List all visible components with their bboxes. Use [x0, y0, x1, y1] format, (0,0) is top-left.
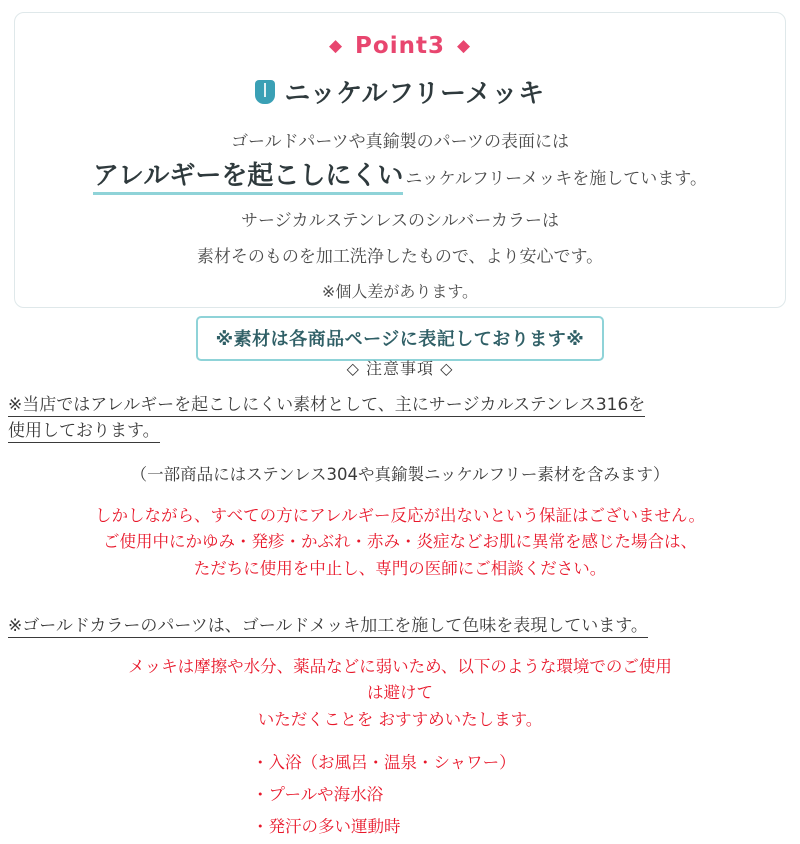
notice-para-1	[0, 392, 800, 445]
material-pill: ※素材は各商品ページに表記しております※	[196, 316, 605, 361]
list-item: ・発汗の多い運動時	[252, 817, 401, 837]
point-line-4: 素材そのものを加工洗浄したもので、より安心です。	[196, 246, 604, 267]
notice-para-1-line-1: ※当店ではアレルギーを起こしにくい素材として、主にサージカルステンレス316を	[8, 395, 646, 415]
allergy-highlight: アレルギーを起こしにくい	[93, 162, 403, 195]
diamond-right-icon: ◆	[456, 35, 472, 56]
notice-warning-2	[0, 654, 800, 733]
shield-icon	[255, 80, 275, 104]
notice-heading: ◇ 注意事項 ◇	[346, 359, 454, 378]
notice-para-1-line-2: 使用しております。	[8, 421, 160, 442]
point-line-1: ゴールドパーツや真鍮製のパーツの表面には	[231, 132, 569, 152]
point-note: ※個人差があります。	[321, 281, 479, 301]
point-line-2	[15, 162, 785, 195]
list-item: ・入浴（お風呂・温泉・シャワー）	[252, 753, 516, 773]
notice-body	[0, 392, 800, 844]
notice-warning-2-line-1: メッキは摩擦や水分、薬品などに弱いため、以下のような環境でのご使用は避けて	[128, 656, 672, 703]
notice-warning-1-line-1: しかしながら、すべての方にアレルギー反応が出ないという保証はございません。	[94, 505, 706, 525]
list-item: ・プールや海水浴	[252, 785, 384, 805]
avoid-list	[0, 747, 800, 844]
point-line-3: サージカルステンレスのシルバーカラーは	[240, 210, 560, 231]
notice-warning-1-line-2: ご使用中にかゆみ・発疹・かぶれ・赤み・炎症などお肌に異常を感じた場合は、	[103, 532, 697, 552]
notice-gold-line-wrap	[0, 611, 800, 636]
point-line-2-tail: ニッケルフリーメッキを施しています。	[405, 169, 707, 189]
point-card	[14, 12, 786, 350]
point-badge-label: Point3	[355, 33, 445, 59]
point-title	[15, 73, 785, 110]
point-badge	[15, 33, 785, 59]
notice-paren: （一部商品にはステンレス304や真鍮製ニッケルフリー素材を含みます）	[130, 464, 670, 484]
notice-gold-line: ※ゴールドカラーのパーツは、ゴールドメッキ加工を施して色味を表現しています。	[8, 615, 648, 636]
diamond-left-icon: ◆	[328, 35, 344, 56]
notice-warning-1-line-3: ただちに使用を中止し、専門の医師にご相談ください。	[193, 559, 607, 579]
notice-warning-2-line-2: いただくことを おすすめいたします。	[257, 709, 543, 729]
material-pill-wrap	[15, 302, 785, 361]
notice-warning-1	[0, 503, 800, 583]
point-title-text: ニッケルフリーメッキ	[284, 79, 545, 109]
